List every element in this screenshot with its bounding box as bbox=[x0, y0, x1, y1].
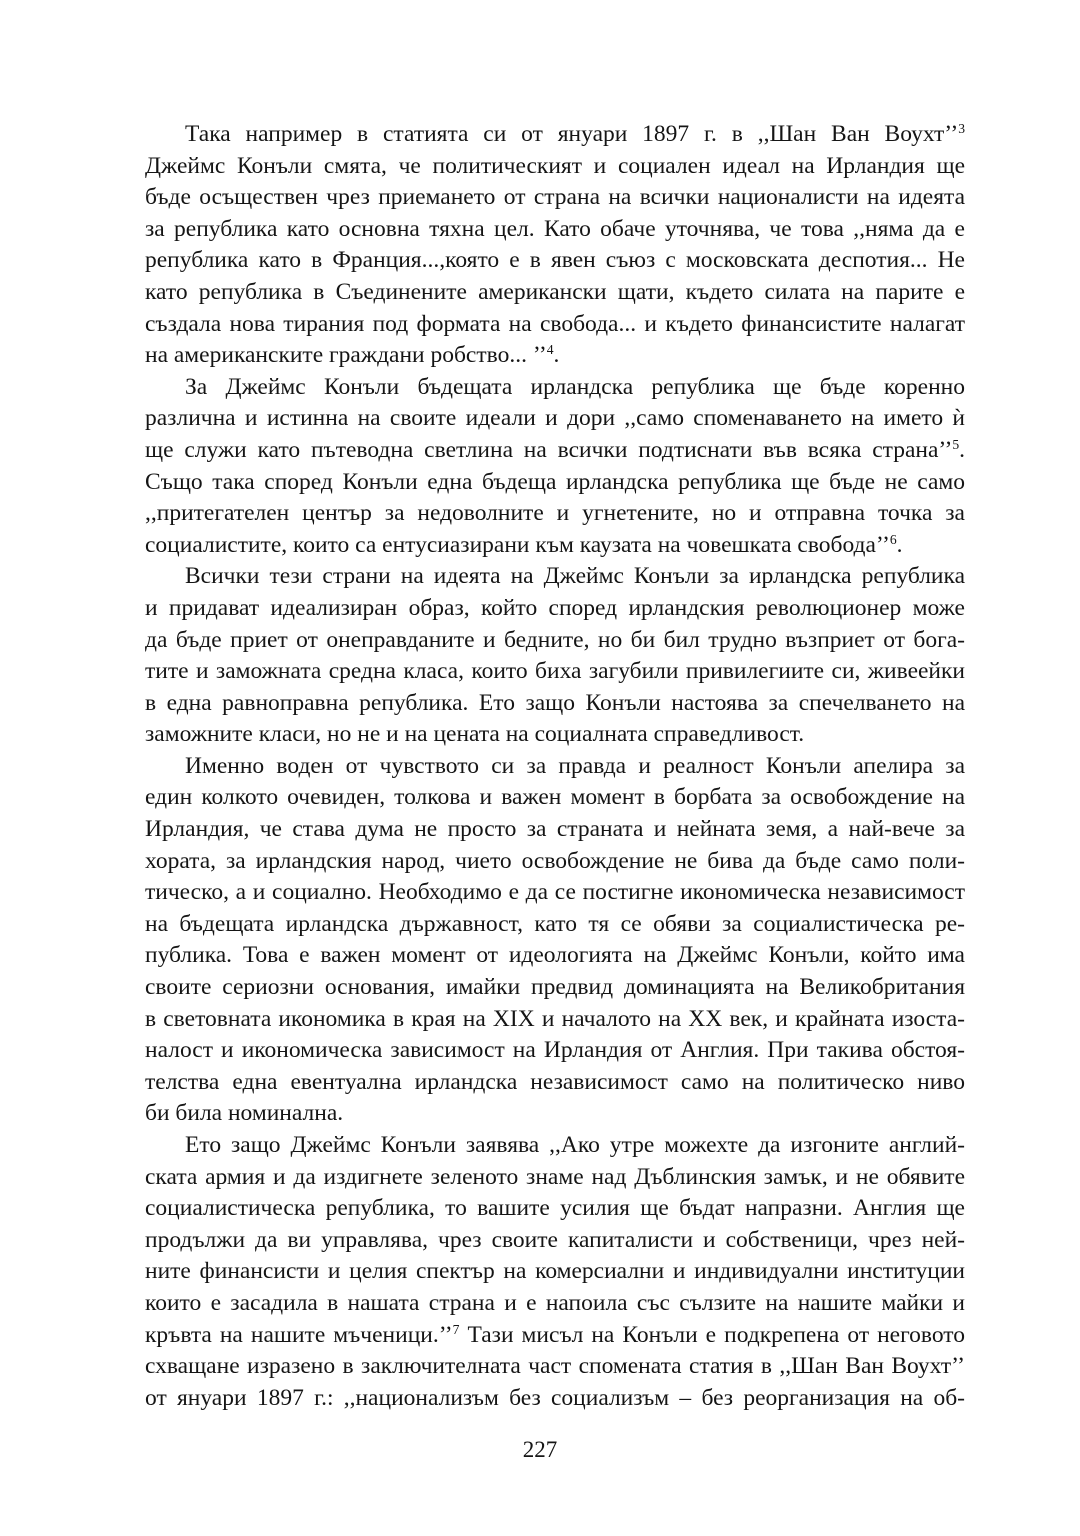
line-content bbox=[145, 940, 965, 972]
text-line bbox=[145, 688, 965, 720]
paragraph bbox=[145, 561, 965, 751]
text-line bbox=[145, 1288, 965, 1320]
text-line bbox=[145, 1225, 965, 1257]
line-text: Ирландия, че става дума не просто за страната и нейната земя, а най-вече за bbox=[145, 816, 965, 843]
line-text: в световната икономика в края на XIX и началото на XX век, и крайната изоста- bbox=[145, 1005, 965, 1032]
line-text-after-footnote: . bbox=[553, 342, 560, 369]
line-content bbox=[145, 340, 559, 372]
text-line bbox=[145, 372, 965, 404]
line-text: Именно воден от чувството си за правда и реалност Конъли апелира за bbox=[185, 752, 965, 779]
line-text: Също така според Конъли една бъдеща ирландска република ще бъде не само bbox=[145, 468, 965, 495]
line-content bbox=[185, 1130, 965, 1162]
line-text: за република като основна тяхна цел. Като обаче уточнява, че това ,,няма да е bbox=[145, 215, 965, 242]
text-line bbox=[145, 1004, 965, 1036]
line-text: ската армия и да издигнете зеленото знаме над Дъблинския замък, и не обявите bbox=[145, 1163, 965, 1190]
line-text: като република в Съединените американски щати, където силата на парите е bbox=[145, 278, 965, 305]
line-content bbox=[145, 782, 965, 814]
line-text: продължи да ви управлява, чрез своите капиталисти и собственици, чрез ней- bbox=[145, 1226, 965, 1253]
line-text: бъде осъществен чрез приемането от страна на всички националисти на идеята bbox=[145, 184, 965, 211]
line-text: заможните класи, но не и на цената на социалната справедливост. bbox=[145, 721, 805, 748]
text-line bbox=[145, 1256, 965, 1288]
line-content bbox=[145, 498, 965, 530]
line-content bbox=[145, 719, 804, 751]
line-text: ните финансисти и целия спектър на комерсиални и индивидуални институции bbox=[145, 1258, 965, 1285]
text-line bbox=[145, 940, 965, 972]
paragraph bbox=[145, 1130, 965, 1414]
text-line bbox=[145, 1162, 965, 1194]
line-text: кръвта на нашите мъченици.’’ bbox=[145, 1321, 453, 1348]
line-content bbox=[145, 403, 965, 435]
line-content bbox=[145, 1225, 965, 1257]
line-content bbox=[145, 309, 965, 341]
line-content bbox=[145, 909, 965, 941]
footnote-marker: 3 bbox=[958, 120, 965, 136]
text-line bbox=[145, 119, 965, 151]
body-text bbox=[145, 119, 965, 1414]
text-line bbox=[145, 846, 965, 878]
text-line bbox=[145, 719, 965, 751]
line-text: да бъде приет от онеправданите и бедните, но би бил трудно възприет от бога- bbox=[145, 626, 965, 653]
line-text: република като в Франция...,която е в явен съюз с московската деспотия... Не bbox=[145, 247, 965, 274]
line-content bbox=[145, 1288, 965, 1320]
text-line bbox=[145, 1351, 965, 1383]
footnote-marker: 7 bbox=[452, 1321, 460, 1337]
text-line bbox=[145, 245, 965, 277]
line-text: на американските граждани робство... ’’ bbox=[145, 342, 547, 369]
line-text: в една равноправна република. Ето защо Конъли настоява за спечелването на bbox=[145, 689, 965, 716]
line-text: Така например в статията си от януари 1897 г. в ,,Шан Ван Воухт’’ bbox=[185, 121, 959, 147]
text-line bbox=[145, 561, 965, 593]
line-text-after-footnote: . bbox=[896, 531, 903, 558]
paragraph bbox=[145, 372, 965, 562]
text-line bbox=[145, 656, 965, 688]
text-line bbox=[145, 403, 965, 435]
line-content bbox=[145, 1256, 965, 1288]
line-text: схващане изразено в заключителната част спомената статия в ,,Шан Ван Воухт’’ bbox=[145, 1353, 965, 1380]
text-line bbox=[145, 1035, 965, 1067]
line-text: налост и икономическа зависимост на Ирландия от Англия. При такива обстоя- bbox=[145, 1037, 965, 1064]
footnote-marker: 6 bbox=[889, 531, 897, 547]
text-line bbox=[145, 435, 965, 467]
line-content bbox=[185, 561, 965, 593]
line-content bbox=[145, 1035, 965, 1067]
text-line bbox=[145, 877, 965, 909]
line-content bbox=[185, 751, 965, 783]
line-content bbox=[145, 593, 965, 625]
line-content bbox=[145, 214, 965, 246]
text-line bbox=[145, 530, 965, 562]
line-content bbox=[145, 1193, 965, 1225]
line-text-after-footnote: . bbox=[959, 436, 965, 463]
line-content bbox=[145, 1162, 965, 1194]
text-line bbox=[145, 1067, 965, 1099]
line-text: на бъдещата ирландска държавност, като тя се обяви за социалистическа ре- bbox=[145, 910, 965, 937]
line-text: тическо, а и социално. Необходимо е да се постигне икономическа независимост bbox=[145, 879, 965, 906]
line-text-after-footnote: Тази мисъл на Конъли е подкрепена от неговото bbox=[459, 1321, 966, 1348]
line-content bbox=[145, 625, 965, 657]
line-content bbox=[145, 1351, 965, 1383]
line-text: социалистическа република, то вашите усилия ще бъдат напразни. Англия ще bbox=[145, 1195, 965, 1222]
line-content bbox=[145, 1067, 965, 1099]
line-content bbox=[145, 277, 965, 309]
line-content bbox=[185, 372, 965, 404]
line-content bbox=[145, 530, 903, 562]
text-line bbox=[145, 277, 965, 309]
text-line bbox=[145, 151, 965, 183]
line-text: Джеймс Конъли смята, че политическият и социален идеал на Ирландия ще bbox=[145, 152, 965, 179]
text-line bbox=[145, 751, 965, 783]
text-line bbox=[145, 1320, 965, 1352]
line-content bbox=[145, 877, 965, 909]
text-line bbox=[145, 625, 965, 657]
line-content bbox=[145, 656, 965, 688]
text-line bbox=[145, 782, 965, 814]
line-content bbox=[145, 1383, 965, 1415]
line-content bbox=[145, 467, 965, 499]
line-text: различна и истинна на своите идеали и дори ,,само споменаването на името ѝ bbox=[145, 405, 965, 432]
line-content bbox=[145, 1098, 343, 1130]
text-line bbox=[145, 909, 965, 941]
text-line bbox=[145, 1130, 965, 1162]
line-text: които е засадила в нашата страна и е напоила със сълзите на нашите майки и bbox=[145, 1289, 965, 1316]
text-line bbox=[145, 1383, 965, 1415]
line-content bbox=[145, 435, 965, 467]
text-line bbox=[145, 1193, 965, 1225]
line-text: телства една евентуална ирландска независимост само на политическо ниво bbox=[145, 1068, 965, 1095]
line-text: хората, за ирландския народ, чието освобождение не бива да бъде само поли- bbox=[145, 847, 965, 874]
footnote-marker: 4 bbox=[546, 341, 554, 357]
line-content bbox=[145, 182, 965, 214]
text-line bbox=[145, 309, 965, 341]
text-line bbox=[145, 814, 965, 846]
line-content bbox=[145, 1004, 965, 1036]
line-text: публика. Това е важен момент от идеологията на Джеймс Конъли, който има bbox=[145, 942, 965, 969]
line-text: създала нова тирания под формата на свобода... и където финансистите налагат bbox=[145, 310, 965, 337]
text-line bbox=[145, 593, 965, 625]
page-number: 227 bbox=[522, 1437, 558, 1462]
line-text: ,,притегателен център за недоволните и угнетените, но и отправна точка за bbox=[145, 500, 965, 527]
line-text: би била номинална. bbox=[145, 1100, 344, 1127]
line-text: Всички тези страни на идеята на Джеймс Конъли за ирландска република bbox=[185, 563, 965, 590]
footnote-marker: 5 bbox=[952, 436, 960, 452]
line-text: социалистите, които са ентусиазирани към каузата на човешката свобода’’ bbox=[145, 531, 890, 558]
line-text: ще служи като пътеводна светлина на всички подтиснати във всяка страна’’ bbox=[145, 436, 953, 463]
line-text: За Джеймс Конъли бъдещата ирландска република ще бъде коренно bbox=[185, 373, 965, 400]
line-content bbox=[145, 688, 965, 720]
line-content bbox=[145, 245, 965, 277]
line-content bbox=[145, 814, 965, 846]
line-content bbox=[145, 1320, 965, 1352]
line-text: своите сериозни основания, имайки предвид доминацията на Великобритания bbox=[145, 974, 965, 1001]
text-line bbox=[145, 340, 965, 372]
paragraph bbox=[145, 119, 965, 372]
text-line bbox=[145, 467, 965, 499]
text-line bbox=[145, 182, 965, 214]
line-content bbox=[145, 151, 965, 183]
line-content bbox=[145, 972, 965, 1004]
line-content bbox=[185, 119, 965, 151]
line-content bbox=[145, 846, 965, 878]
line-text: един колкото очевиден, толкова и важен момент в борбата за освобождение на bbox=[145, 784, 965, 811]
paragraph bbox=[145, 751, 965, 1130]
text-line bbox=[145, 498, 965, 530]
text-line bbox=[145, 1098, 965, 1130]
line-text: от януари 1897 г.: ,,национализъм без социализъм – без реорганизация на об- bbox=[145, 1384, 965, 1411]
text-line bbox=[145, 214, 965, 246]
line-text: Ето защо Джеймс Конъли заявява ,,Ако утре можехте да изгоните англий- bbox=[185, 1132, 965, 1158]
text-line bbox=[145, 972, 965, 1004]
line-text: и придават идеализиран образ, който според ирландския революционер може bbox=[145, 594, 965, 621]
line-text: тите и заможната средна класа, които биха загубили привилегиите си, живеейки bbox=[145, 658, 965, 685]
